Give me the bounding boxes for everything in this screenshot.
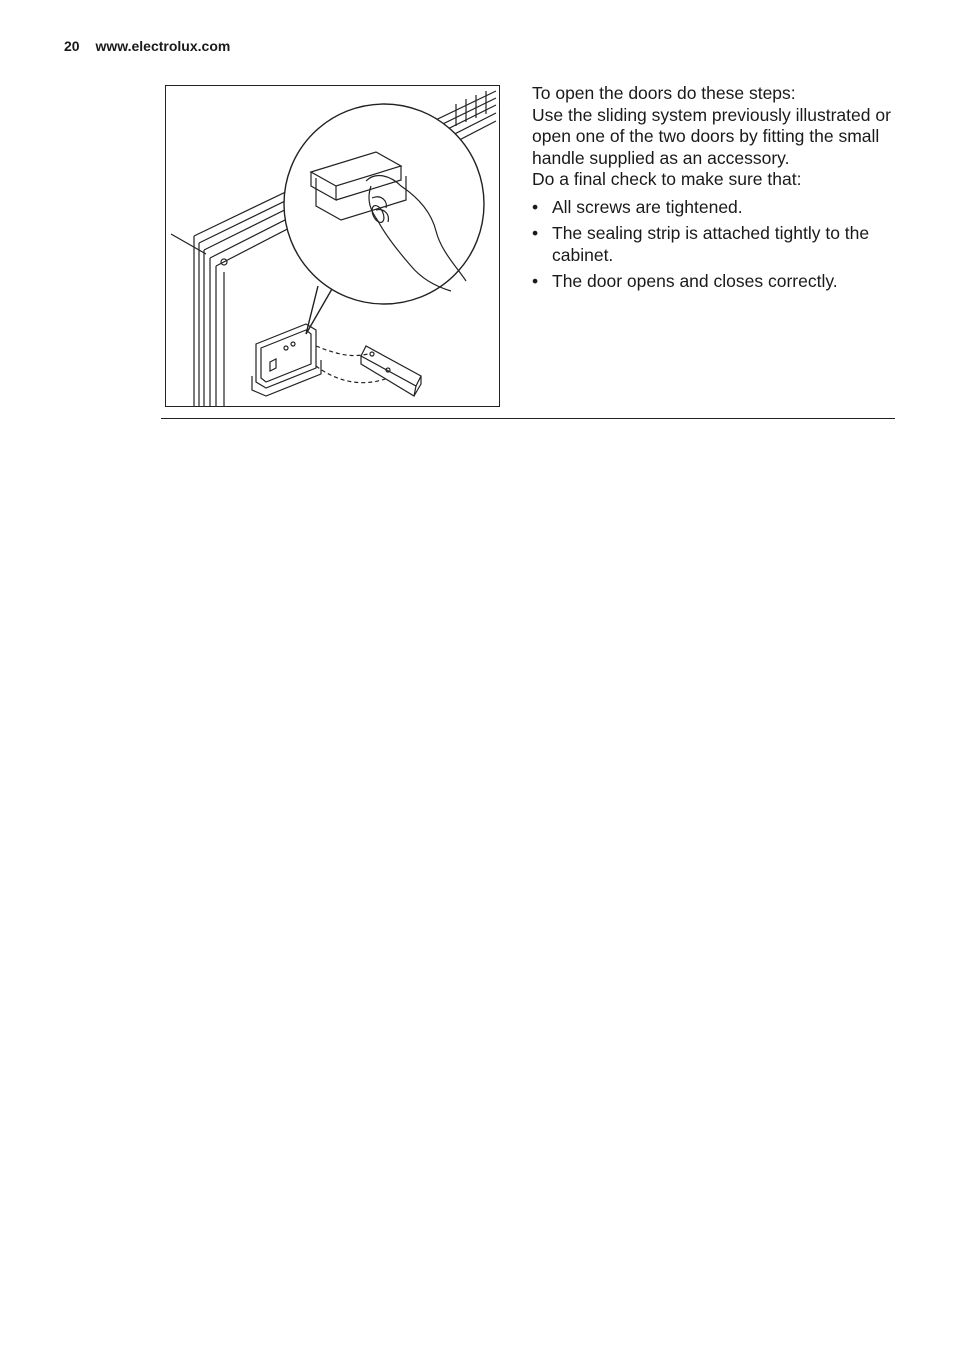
checklist [532, 197, 894, 293]
intro-line: Use the sliding system previously illustrated or open one of the two doors by fitting the small handle supplied as an accessory. [532, 104, 891, 168]
bullet-icon: • [532, 271, 539, 291]
intro-line: To open the doors do these steps: [532, 83, 796, 103]
list-item-text: The door opens and closes correctly. [552, 271, 838, 291]
bullet-icon: • [532, 223, 539, 243]
page-header [64, 38, 230, 54]
list-item-text: The sealing strip is attached tightly to the cabinet. [552, 223, 870, 265]
list-item-text: All screws are tightened. [552, 196, 743, 217]
handle-fitting-drawing [166, 86, 500, 407]
list-item [532, 223, 894, 266]
instructions-text [532, 83, 894, 298]
door-handle-illustration [165, 85, 500, 407]
intro-line: Do a final check to make sure that: [532, 169, 802, 189]
section-divider [161, 418, 895, 419]
bullet-icon: • [532, 196, 539, 217]
list-item [532, 271, 894, 293]
page-number: 20 [64, 38, 80, 54]
list-item [532, 197, 894, 219]
website-link: www.electrolux.com [95, 38, 231, 54]
